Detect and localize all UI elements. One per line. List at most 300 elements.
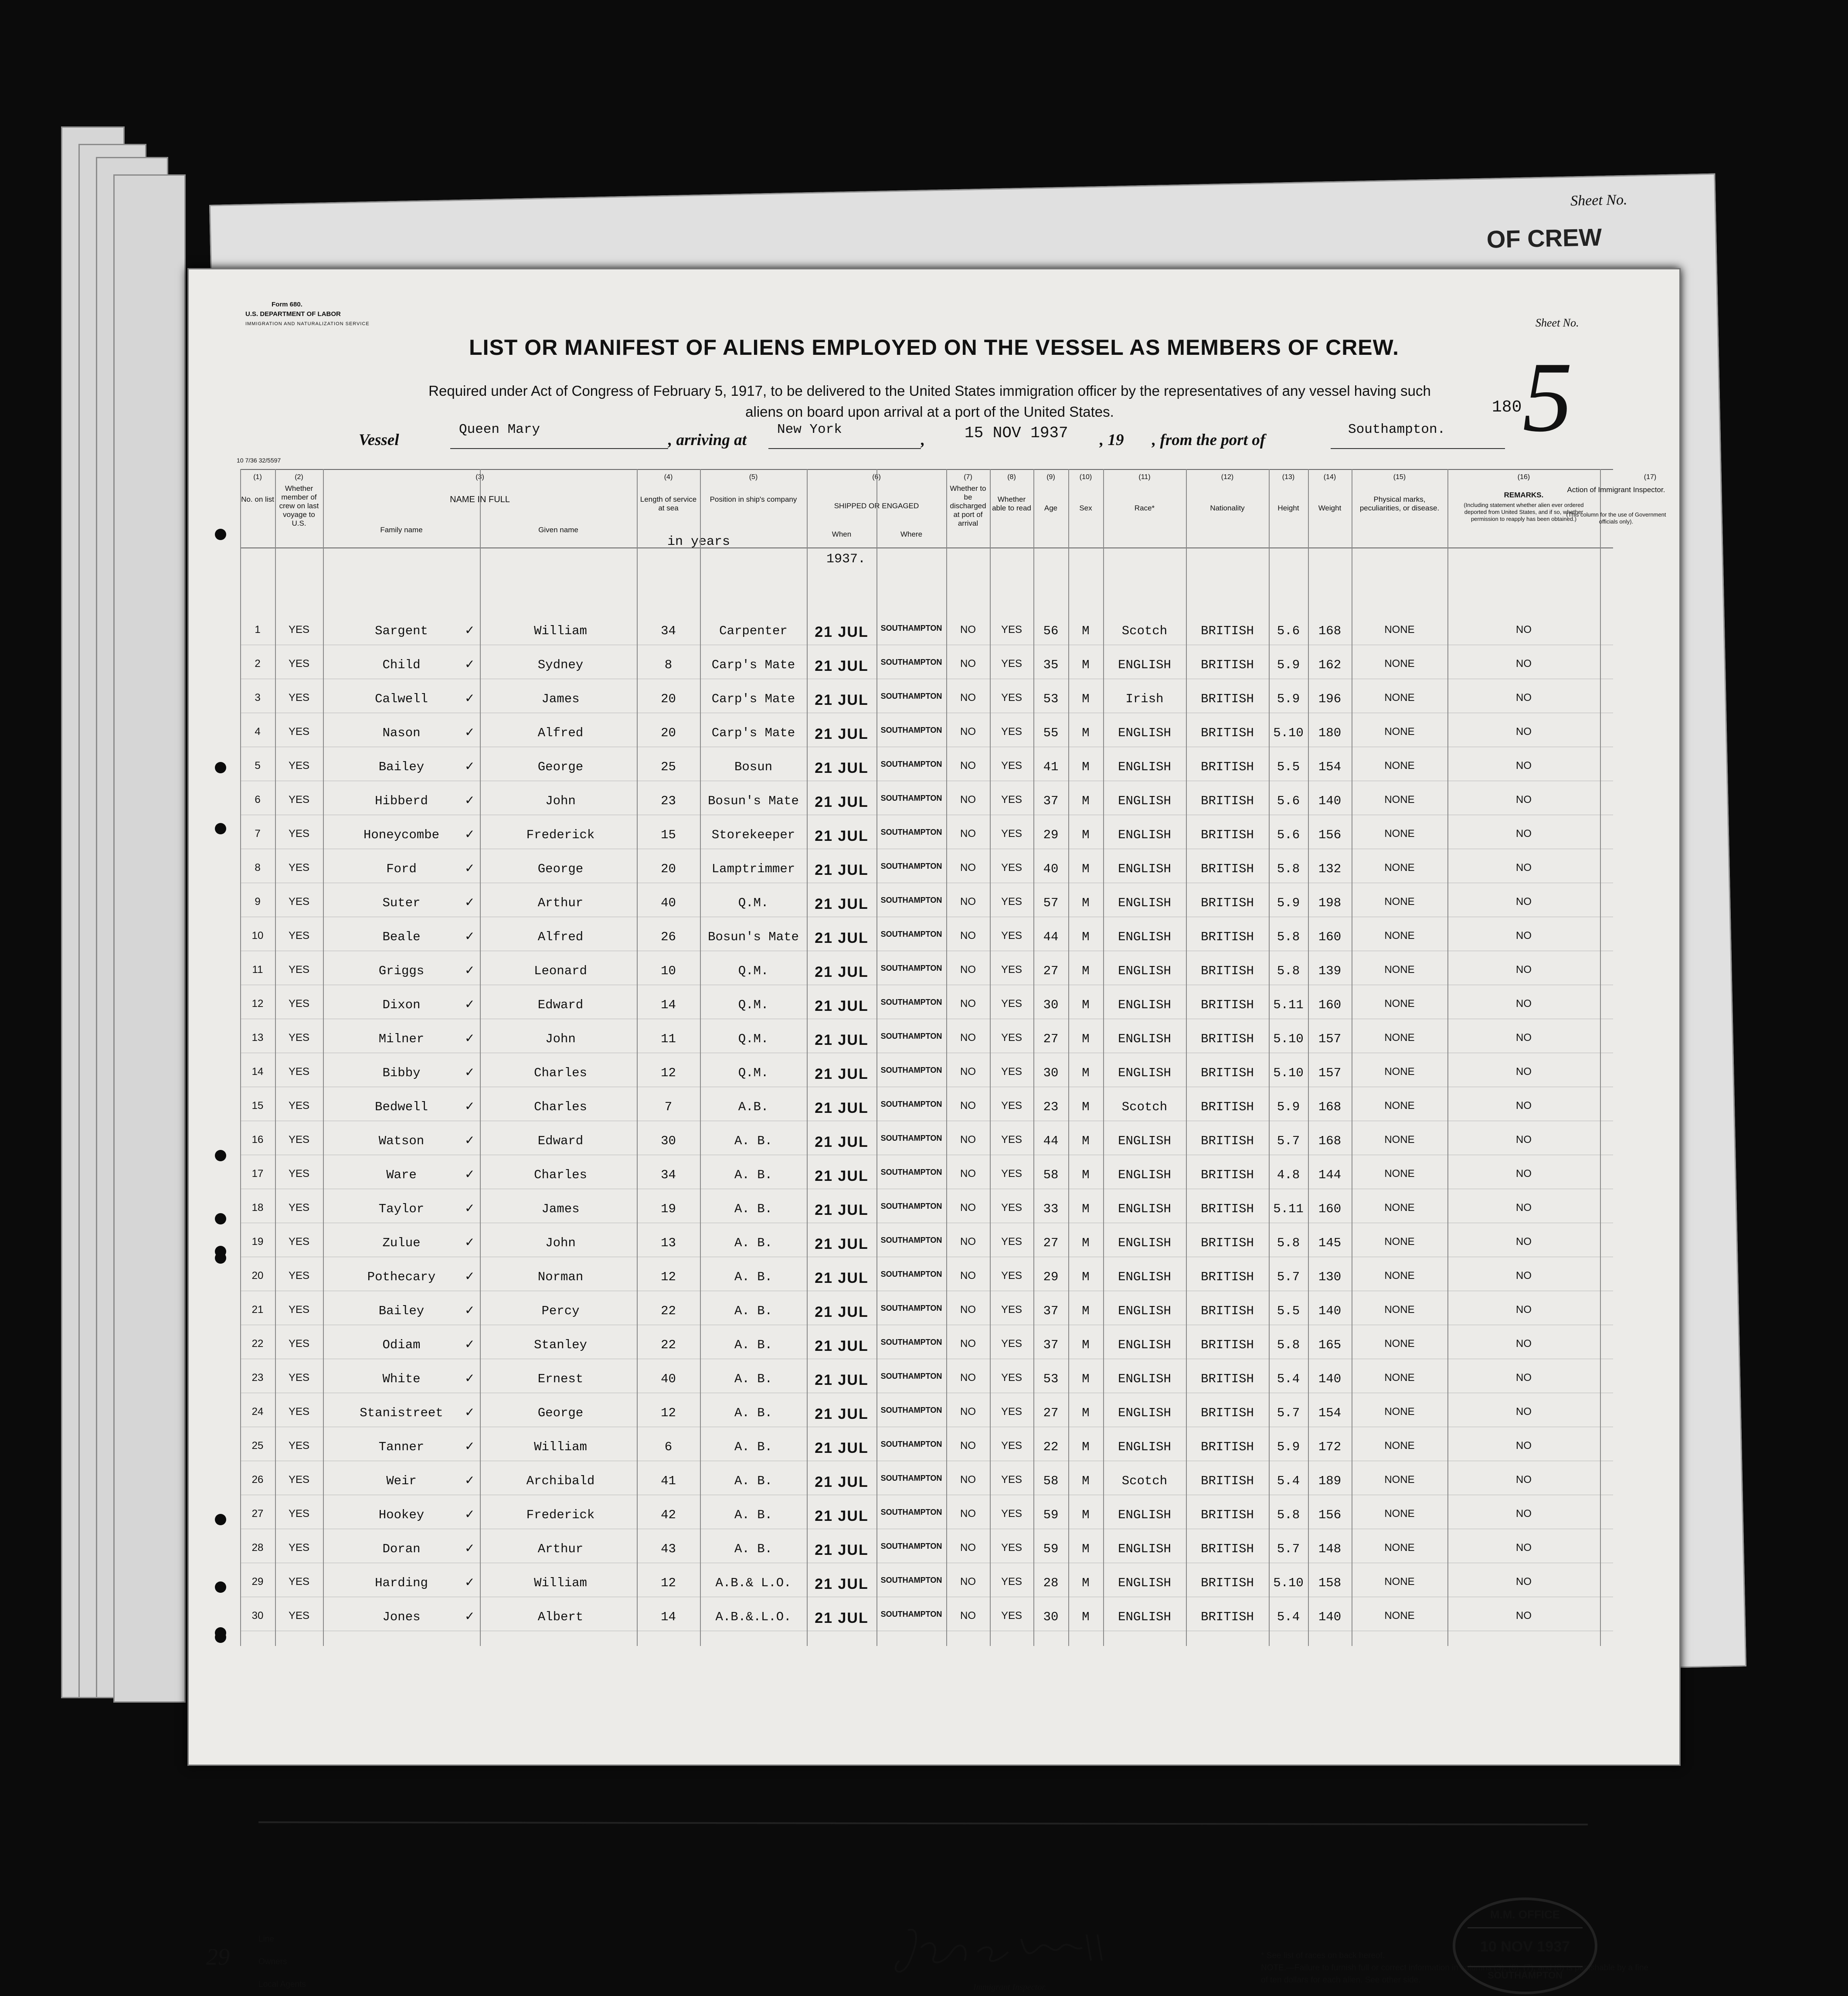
subhead-given: Given name [538,526,578,534]
col-num-12: (12) [1221,473,1234,481]
crew-marks-cell: NONE [1384,1066,1415,1078]
crew-position-cell: A. B. [734,1202,772,1216]
check-mark-icon: ✓ [465,1372,475,1385]
crew-race-cell: ENGLISH [1118,658,1171,672]
crew-sex-cell: M [1082,1474,1090,1488]
crew-position-cell: A. B. [734,1236,772,1250]
crew-age-cell: 41 [1043,760,1059,774]
crew-remarks-cell: NO [1516,1610,1532,1622]
crew-race-cell: ENGLISH [1118,1236,1171,1250]
crew-sex-cell: M [1082,1542,1090,1556]
crew-sex-cell: M [1082,964,1090,978]
crew-no-cell: 12 [251,998,264,1010]
punch-hole [215,1514,226,1525]
crew-where-cell: SOUTHAMPTON [880,692,942,700]
crew-nationality-cell: BRITISH [1201,896,1254,910]
crew-remarks-cell: NO [1516,1406,1532,1418]
crew-sex-cell: M [1082,1610,1090,1624]
crew-nationality-cell: BRITISH [1201,1066,1254,1080]
crew-service-cell: 12 [661,1576,676,1590]
crew-marks-cell: NONE [1384,1338,1415,1350]
crew-when-cell: 21 JUL [815,1576,869,1592]
crew-sex-cell: M [1082,1134,1090,1148]
crew-marks-cell: NONE [1384,692,1415,704]
crew-height-cell: 5.10 [1273,1032,1304,1046]
crew-discharged-cell: NO [960,692,976,704]
crew-discharged-cell: NO [960,1236,976,1248]
crew-read-cell: YES [1001,1508,1023,1520]
col-head-2: Whether member of crew on last voyage to U.S. [279,484,319,527]
crew-family-cell: White [382,1372,421,1386]
column-rule [1033,469,1034,1646]
crew-discharged-cell: NO [960,1338,976,1350]
column-rule [1186,469,1187,1646]
crew-family-cell: Child [382,658,421,672]
arriving-underline [768,448,921,449]
crew-discharged-cell: NO [960,1576,976,1588]
crew-where-cell: SOUTHAMPTON [880,624,942,632]
crew-height-cell: 5.10 [1273,1576,1304,1590]
column-rule [1103,469,1104,1646]
crew-height-cell: 5.9 [1277,692,1300,706]
col-num-15: (15) [1393,473,1406,481]
crew-age-cell: 27 [1043,964,1059,978]
crew-weight-cell: 139 [1318,964,1342,978]
crew-marks-cell: NONE [1384,1100,1415,1112]
crew-given-cell: Edward [537,998,584,1012]
crew-marks-cell: NONE [1384,794,1415,806]
check-mark-icon: ✓ [465,930,475,943]
crew-family-cell: Bailey [378,1304,425,1318]
crew-height-cell: 5.11 [1273,1202,1304,1216]
crew-position-cell: A. B. [734,1508,772,1522]
crew-remarks-cell: NO [1516,726,1532,738]
column-rule [480,469,481,1646]
crew-read-cell: YES [1001,624,1023,636]
crew-service-cell: 14 [661,1610,676,1624]
crew-age-cell: 27 [1043,1406,1059,1420]
crew-family-cell: Bedwell [375,1100,428,1114]
crew-read-cell: YES [1001,1100,1023,1112]
crew-position-cell: A. B. [734,1474,772,1488]
crew-service-cell: 20 [661,692,676,706]
column-rule [1308,469,1309,1646]
crew-position-cell: A.B.& L.O. [715,1576,792,1590]
form-reference: 10 7/36 32/5597 [237,457,281,464]
crew-service-cell: 12 [661,1406,676,1420]
crew-height-cell: 5.8 [1277,1508,1300,1522]
crew-weight-cell: 144 [1318,1168,1342,1182]
check-mark-icon: ✓ [465,1202,475,1215]
crew-race-cell: ENGLISH [1118,1202,1171,1216]
crew-prev-cell: YES [288,658,310,670]
col-num-3: (3) [476,473,484,481]
crew-service-cell: 43 [661,1542,676,1556]
crew-no-cell: 2 [255,658,261,670]
crew-remarks-cell: NO [1516,1372,1532,1384]
crew-where-cell: SOUTHAMPTON [880,1406,942,1415]
crew-remarks-cell: NO [1516,1202,1532,1214]
crew-sex-cell: M [1082,1372,1090,1386]
crew-sex-cell: M [1082,828,1090,842]
crew-when-cell: 21 JUL [815,1474,869,1490]
crew-given-cell: Percy [541,1304,580,1318]
crew-service-cell: 41 [661,1474,676,1488]
crew-family-cell: Suter [382,896,421,910]
col-head-17-text: Action of Immigrant Inspector. [1567,486,1665,494]
crew-prev-cell: YES [288,1576,310,1588]
crew-family-cell: Odiam [382,1338,421,1352]
inspector-signature [882,1921,1108,1982]
in-years-label: in years [667,534,730,549]
crew-when-cell: 21 JUL [815,1372,869,1388]
crew-height-cell: 5.9 [1277,1100,1300,1114]
crew-when-cell: 21 JUL [815,1542,869,1558]
crew-height-cell: 4.8 [1277,1168,1300,1182]
crew-age-cell: 23 [1043,1100,1059,1114]
crew-given-cell: Frederick [526,1508,595,1522]
crew-remarks-cell: NO [1516,658,1532,670]
crew-height-cell: 5.6 [1277,828,1300,842]
col-head-16: REMARKS. [1504,491,1544,499]
crew-age-cell: 28 [1043,1576,1059,1590]
crew-family-cell: Ford [386,862,417,876]
crew-marks-cell: NONE [1384,1236,1415,1248]
crew-remarks-cell: NO [1516,930,1532,942]
owners-label: Owners [258,1957,287,1966]
column-rule [637,469,638,1646]
crew-position-cell: Carpenter [719,624,788,638]
crew-weight-cell: 154 [1318,1406,1342,1420]
year-1937-label: 1937. [826,552,866,567]
crew-marks-cell: NONE [1384,1508,1415,1520]
crew-given-cell: George [537,760,584,774]
crew-where-cell: SOUTHAMPTON [880,1542,942,1551]
crew-remarks-cell: NO [1516,1474,1532,1486]
crew-when-cell: 21 JUL [815,1406,869,1422]
crew-marks-cell: NONE [1384,828,1415,840]
crew-height-cell: 5.4 [1277,1474,1300,1488]
crew-nationality-cell: BRITISH [1201,1542,1254,1556]
check-mark-icon: ✓ [465,1406,475,1419]
crew-race-cell: ENGLISH [1118,964,1171,978]
crew-discharged-cell: NO [960,1372,976,1384]
crew-nationality-cell: BRITISH [1201,1508,1254,1522]
crew-family-cell: Bailey [378,760,425,774]
crew-marks-cell: NONE [1384,1440,1415,1452]
crew-sex-cell: M [1082,624,1090,638]
crew-nationality-cell: BRITISH [1201,726,1254,740]
crew-race-cell: ENGLISH [1118,930,1171,944]
crew-no-cell: 9 [255,896,261,908]
col-head-14: Weight [1318,504,1342,512]
crew-service-cell: 12 [661,1270,676,1284]
crew-when-cell: 21 JUL [815,896,869,912]
crew-nationality-cell: BRITISH [1201,828,1254,842]
crew-service-cell: 10 [661,964,676,978]
crew-when-cell: 21 JUL [815,828,869,844]
crew-read-cell: YES [1001,1236,1023,1248]
crew-sex-cell: M [1082,1032,1090,1046]
crew-nationality-cell: BRITISH [1201,1474,1254,1488]
vessel-label: Vessel [359,431,399,449]
crew-where-cell: SOUTHAMPTON [880,1100,942,1109]
crew-weight-cell: 160 [1318,998,1342,1012]
check-mark-icon: ✓ [465,760,475,773]
crew-nationality-cell: BRITISH [1201,1032,1254,1046]
crew-no-cell: 4 [255,726,261,738]
crew-when-cell: 21 JUL [815,1236,869,1252]
crew-race-cell: ENGLISH [1118,1066,1171,1080]
crew-prev-cell: YES [288,896,310,908]
crew-where-cell: SOUTHAMPTON [880,896,942,904]
crew-age-cell: 33 [1043,1202,1059,1216]
crew-weight-cell: 198 [1318,896,1342,910]
crew-when-cell: 21 JUL [815,1304,869,1320]
crew-read-cell: YES [1001,862,1023,874]
crew-service-cell: 12 [661,1066,676,1080]
punch-hole [215,823,226,834]
crew-weight-cell: 168 [1318,1134,1342,1148]
crew-when-cell: 21 JUL [815,998,869,1014]
crew-read-cell: YES [1001,1406,1023,1418]
crew-service-cell: 40 [661,896,676,910]
year-label: , 19 [1100,431,1124,449]
crew-read-cell: YES [1001,1440,1023,1452]
crew-age-cell: 30 [1043,1610,1059,1624]
crew-race-cell: ENGLISH [1118,1440,1171,1454]
crew-weight-cell: 140 [1318,1304,1342,1318]
crew-weight-cell: 130 [1318,1270,1342,1284]
crew-weight-cell: 162 [1318,658,1342,672]
crew-when-cell: 21 JUL [815,964,869,980]
crew-remarks-cell: NO [1516,1100,1532,1112]
crew-marks-cell: NONE [1384,1610,1415,1622]
crew-weight-cell: 156 [1318,1508,1342,1522]
crew-service-cell: 22 [661,1338,676,1352]
crew-given-cell: Charles [534,1066,587,1080]
crew-age-cell: 37 [1043,1338,1059,1352]
crew-discharged-cell: NO [960,1066,976,1078]
crew-no-cell: 27 [251,1508,264,1520]
crew-given-cell: Leonard [534,964,587,978]
crew-nationality-cell: BRITISH [1201,1440,1254,1454]
crew-position-cell: Bosun's Mate [708,794,799,808]
crew-read-cell: YES [1001,930,1023,942]
column-rule [990,469,991,1646]
crew-age-cell: 53 [1043,692,1059,706]
crew-discharged-cell: NO [960,624,976,636]
crew-where-cell: SOUTHAMPTON [880,1440,942,1449]
crew-height-cell: 5.7 [1277,1406,1300,1420]
crew-where-cell: SOUTHAMPTON [880,1168,942,1177]
crew-discharged-cell: NO [960,1270,976,1282]
col-num-1: (1) [253,473,262,481]
arrival-date-stamp: 15 NOV 1937 [965,424,1068,442]
crew-marks-cell: NONE [1384,964,1415,976]
subhead-when: When [832,530,852,538]
crew-where-cell: SOUTHAMPTON [880,1270,942,1279]
punch-hole [215,762,226,773]
crew-race-cell: ENGLISH [1118,1338,1171,1352]
crew-discharged-cell: NO [960,658,976,670]
crew-age-cell: 56 [1043,624,1059,638]
crew-no-cell: 18 [251,1202,264,1214]
stamp-port: SOUTHAMPTON [1488,1970,1563,1981]
strikethrough-line [258,1821,1588,1825]
crew-age-cell: 59 [1043,1508,1059,1522]
crew-age-cell: 59 [1043,1542,1059,1556]
crew-race-cell: ENGLISH [1118,1168,1171,1182]
crew-family-cell: Bibby [382,1066,421,1080]
crew-service-cell: 40 [661,1372,676,1386]
inspector-label: Immigrant Inspector. [973,1982,1046,1992]
crew-where-cell: SOUTHAMPTON [880,1610,942,1619]
crew-where-cell: SOUTHAMPTON [880,794,942,802]
stacked-page-edges [61,126,192,1717]
check-mark-icon: ✓ [465,692,475,705]
crew-prev-cell: YES [288,1406,310,1418]
crew-no-cell: 8 [255,862,261,874]
crew-height-cell: 5.11 [1273,998,1304,1012]
crew-given-cell: Alfred [537,930,584,944]
subtitle-line-1: Required under Act of Congress of February 5, 1917, to be delivered to the United States immigration officer by the representatives of any vessel having such [428,383,1431,399]
crew-position-cell: A. B. [734,1134,772,1148]
crew-weight-cell: 172 [1318,1440,1342,1454]
punch-hole [215,1581,226,1593]
crew-nationality-cell: BRITISH [1201,1236,1254,1250]
crew-nationality-cell: BRITISH [1201,1338,1254,1352]
crew-read-cell: YES [1001,1304,1023,1316]
crew-discharged-cell: NO [960,964,976,976]
crew-age-cell: 29 [1043,1270,1059,1284]
mm-office-stamp [1453,1897,1597,1994]
crew-race-cell: Scotch [1121,1100,1168,1114]
col-num-10: (10) [1079,473,1092,481]
subhead-family: Family name [380,526,423,534]
crew-family-cell: Harding [375,1576,428,1590]
crew-marks-cell: NONE [1384,1474,1415,1486]
crew-age-cell: 22 [1043,1440,1059,1454]
check-mark-icon: ✓ [465,1610,475,1623]
crew-height-cell: 5.9 [1277,1440,1300,1454]
arriving-label: , arriving at [668,431,747,449]
crew-read-cell: YES [1001,1168,1023,1180]
crew-when-cell: 21 JUL [815,1610,869,1626]
crew-race-cell: ENGLISH [1118,1032,1171,1046]
crew-given-cell: Sydney [537,658,584,672]
agents-label: Local Agents [258,1980,306,1989]
crew-no-cell: 1 [255,624,261,636]
race-note: * See list of races on back hereof. [1261,1951,1385,1960]
crew-race-cell: ENGLISH [1118,1508,1171,1522]
col-num-16: (16) [1517,473,1530,481]
crew-discharged-cell: NO [960,794,976,806]
check-mark-icon: ✓ [465,624,475,637]
crew-given-cell: Albert [537,1610,584,1624]
form-identifier [245,300,370,329]
crew-marks-cell: NONE [1384,998,1415,1010]
crew-prev-cell: YES [288,930,310,942]
crew-prev-cell: YES [288,726,310,738]
check-mark-icon: ✓ [465,794,475,807]
crew-remarks-cell: NO [1516,1576,1532,1588]
crew-no-cell: 16 [251,1134,264,1146]
crew-given-cell: George [537,1406,584,1420]
crew-no-cell: 22 [251,1338,264,1350]
crew-family-cell: Zulue [382,1236,421,1250]
crew-when-cell: 21 JUL [815,1134,869,1150]
crew-prev-cell: YES [288,1168,310,1180]
crew-race-cell: ENGLISH [1118,1576,1171,1590]
crew-family-cell: Doran [382,1542,421,1556]
crew-family-cell: Jones [382,1610,421,1624]
crew-prev-cell: YES [288,794,310,806]
crew-prev-cell: YES [288,998,310,1010]
crew-no-cell: 15 [251,1100,264,1112]
crew-race-cell: ENGLISH [1118,1610,1171,1624]
punch-hole [215,529,226,540]
crew-family-cell: Milner [378,1032,425,1046]
crew-weight-cell: 157 [1318,1066,1342,1080]
crew-remarks-cell: NO [1516,1304,1532,1316]
crew-where-cell: SOUTHAMPTON [880,1304,942,1313]
crew-discharged-cell: NO [960,1134,976,1146]
crew-age-cell: 37 [1043,794,1059,808]
crew-age-cell: 57 [1043,896,1059,910]
crew-position-cell: A.B. [738,1100,769,1114]
crew-age-cell: 40 [1043,862,1059,876]
crew-given-cell: Alfred [537,726,584,740]
column-rule [700,469,701,1646]
crew-race-cell: ENGLISH [1118,1270,1171,1284]
punch-hole [215,1632,226,1643]
check-mark-icon: ✓ [465,896,475,909]
crew-no-cell: 24 [251,1406,264,1418]
crew-read-cell: YES [1001,1202,1023,1214]
column-rule [240,469,241,1646]
sheet-number-label: Sheet No. [1535,316,1579,329]
crew-position-cell: A. B. [734,1168,772,1182]
crew-position-cell: A. B. [734,1406,772,1420]
crew-nationality-cell: BRITISH [1201,1202,1254,1216]
crew-where-cell: SOUTHAMPTON [880,1576,942,1585]
crew-discharged-cell: NO [960,862,976,874]
crew-given-cell: John [545,1032,576,1046]
back-sheet-label: Sheet No. [1570,191,1627,209]
crew-sex-cell: M [1082,1066,1090,1080]
col-head-3: NAME IN FULL [450,495,510,504]
crew-height-cell: 5.5 [1277,1304,1300,1318]
crew-when-cell: 21 JUL [815,1270,869,1286]
column-rule [1600,469,1601,1646]
crew-nationality-cell: BRITISH [1201,1576,1254,1590]
from-label: , from the port of [1152,431,1266,449]
crew-age-cell: 44 [1043,1134,1059,1148]
crew-discharged-cell: NO [960,1032,976,1044]
col-num-2: (2) [295,473,303,481]
crew-marks-cell: NONE [1384,726,1415,738]
crew-when-cell: 21 JUL [815,726,869,742]
col-head-1: No. on list [241,495,274,503]
crew-weight-cell: 165 [1318,1338,1342,1352]
crew-read-cell: YES [1001,1032,1023,1044]
crew-service-cell: 23 [661,794,676,808]
crew-sex-cell: M [1082,1236,1090,1250]
crew-service-cell: 22 [661,1304,676,1318]
crew-weight-cell: 156 [1318,828,1342,842]
crew-discharged-cell: NO [960,1202,976,1214]
